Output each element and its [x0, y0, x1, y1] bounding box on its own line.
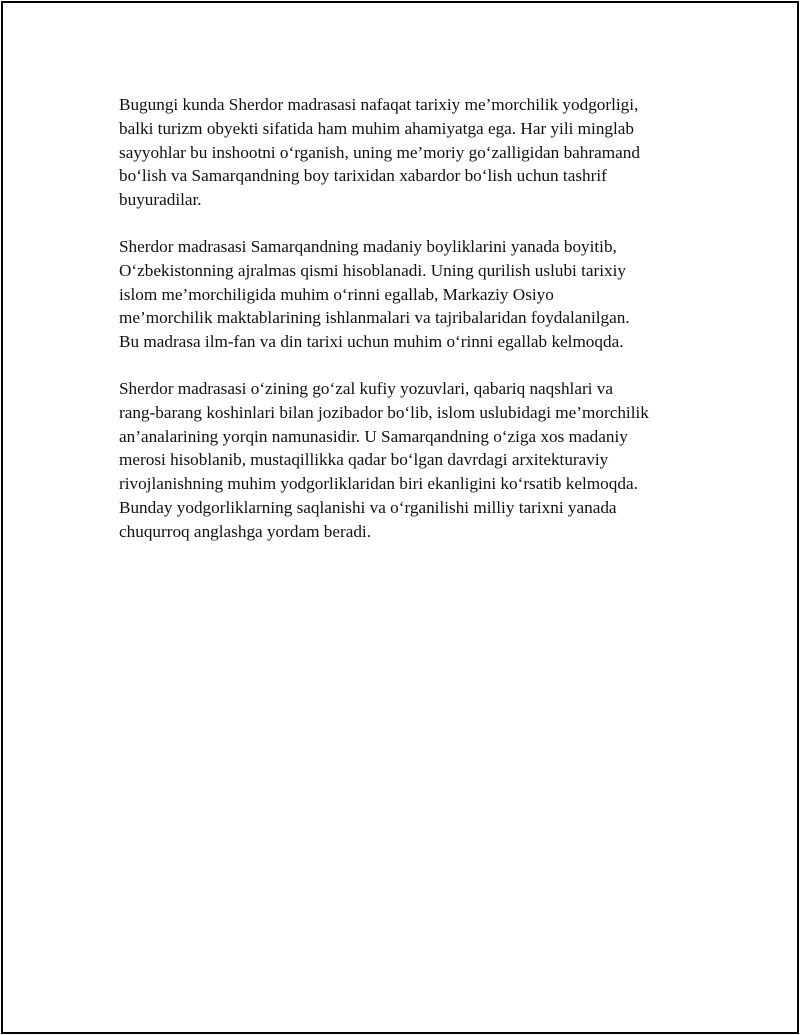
paragraph-1: [119, 93, 699, 212]
text-line: buyuradilar.: [119, 190, 202, 210]
text-line: Bunday yodgorliklarning saqlanishi va o‘rganilishi milliy tarixni yanada: [119, 497, 617, 517]
text-line: sayyohlar bu inshootni o‘rganish, uning me’moriy go‘zalligidan bahramand: [119, 142, 640, 162]
paragraph-2: [119, 235, 699, 354]
text-line: rivojlanishning muhim yodgorliklaridan biri ekanligini ko‘rsatib kelmoqda.: [119, 474, 638, 494]
text-line: me’morchilik maktablarining ishlanmalari va tajribalaridan foydalanilgan.: [119, 308, 630, 328]
text-line: chuqurroq anglashga yordam beradi.: [119, 521, 371, 541]
text-line: Sherdor madrasasi Samarqandning madaniy boyliklarini yanada boyitib,: [119, 236, 617, 256]
text-line: islom me’morchiligida muhim o‘rinni egallab, Markaziy Osiyo: [119, 284, 554, 304]
text-line: Bu madrasa ilm-fan va din tarixi uchun muhim o‘rinni egallab kelmoqda.: [119, 332, 624, 352]
text-line: Bugungi kunda Sherdor madrasasi nafaqat tarixiy me’morchilik yodgorligi,: [119, 95, 639, 114]
text-line: Sherdor madrasasi o‘zining go‘zal kufiy yozuvlari, qabariq naqshlari va: [119, 378, 613, 398]
text-line: merosi hisoblanib, mustaqillikka qadar bo‘lgan davrdagi arxitekturaviy: [119, 450, 609, 470]
document-body: [119, 93, 699, 567]
text-line: O‘zbekistonning ajralmas qismi hisoblanadi. Uning qurilish uslubi tarixiy: [119, 260, 626, 280]
document-page: [1, 1, 799, 1034]
text-line: an’analarining yorqin namunasidir. U Samarqandning o‘ziga xos madaniy: [119, 426, 628, 446]
text-line: rang-barang koshinlari bilan jozibador bo‘lib, islom uslubidagi me’morchilik: [119, 402, 649, 422]
paragraph-3: [119, 377, 699, 544]
text-line: bo‘lish va Samarqandning boy tarixidan xabardor bo‘lish uchun tashrif: [119, 166, 607, 186]
text-line: balki turizm obyekti sifatida ham muhim ahamiyatga ega. Har yili minglab: [119, 118, 635, 138]
